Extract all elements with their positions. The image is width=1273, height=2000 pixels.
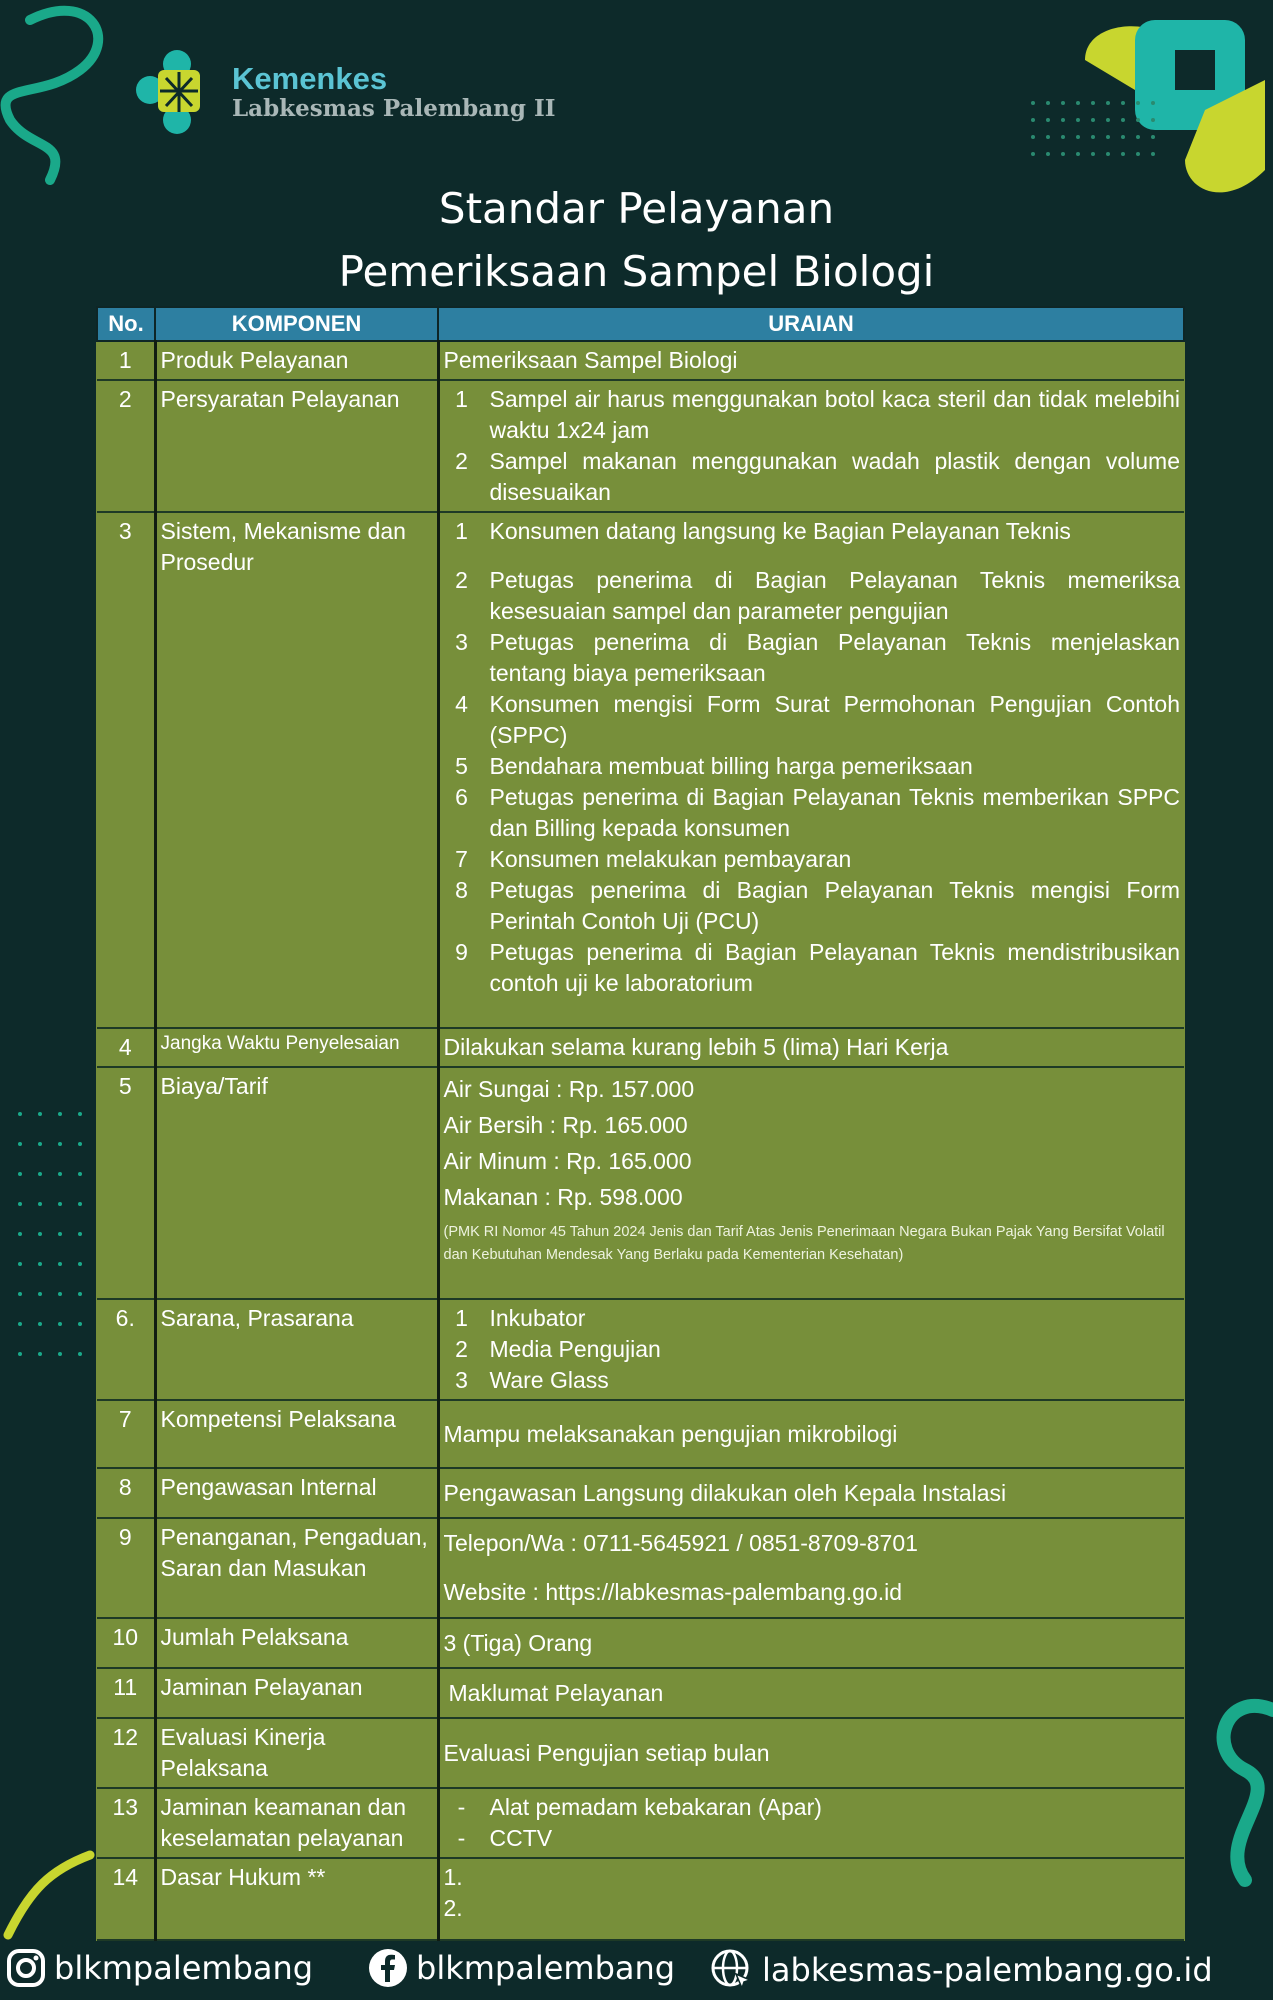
table-row (97, 1718, 1184, 1788)
row-komponen: Jaminan Pelayanan (155, 1668, 438, 1718)
website-url: labkesmas-palembang.go.id (762, 1951, 1213, 1989)
table-row (97, 1858, 1184, 1940)
row-number: 8 (97, 1468, 155, 1518)
row-uraian (438, 1788, 1184, 1858)
row-uraian: Pemeriksaan Sampel Biologi (438, 341, 1184, 380)
table-row (97, 1788, 1184, 1858)
facebook-link[interactable] (368, 1948, 675, 1988)
social-footer (0, 1948, 1273, 1992)
swirl-top-left (0, 0, 130, 200)
header-no: No. (97, 307, 155, 341)
list-item: 1 Inkubator (455, 1305, 586, 1331)
table-row (97, 380, 1184, 512)
table-row (97, 1028, 1184, 1067)
service-standard-table (96, 306, 1185, 1941)
row-uraian: 3 (Tiga) Orang (438, 1618, 1184, 1668)
row-komponen: Persyaratan Pelayanan (155, 380, 438, 512)
row-uraian (438, 512, 1184, 1028)
row-number: 9 (97, 1518, 155, 1618)
legal-basis-item: 1. (443, 1864, 463, 1890)
instagram-link[interactable] (6, 1948, 313, 1988)
contact-phone: Telepon/Wa : 0711-5645921 / 0851-8709-8701 (443, 1530, 918, 1556)
table-row (97, 341, 1184, 380)
dot-grid-left (16, 1110, 86, 1360)
row-komponen: Pengawasan Internal (155, 1468, 438, 1518)
instagram-icon (6, 1948, 46, 1988)
list-item: - Alat pemadam kebakaran (Apar) (457, 1794, 822, 1820)
list-item: 6 Petugas penerima di Bagian Pelayanan Teknis memberikan SPPC dan Billing kepada konsumen (455, 784, 1180, 841)
table-row (97, 1299, 1184, 1400)
fee-item: Air Minum : Rp. 165.000 (443, 1148, 692, 1174)
row-number: 10 (97, 1618, 155, 1668)
row-number: 13 (97, 1788, 155, 1858)
list-item: 3 Ware Glass (455, 1367, 609, 1393)
row-komponen: Evaluasi Kinerja Pelaksana (155, 1718, 438, 1788)
legal-basis-item: 2. (443, 1895, 463, 1921)
row-uraian (438, 380, 1184, 512)
row-uraian: Maklumat Pelayanan (438, 1668, 1184, 1718)
header-komponen: KOMPONEN (155, 307, 438, 341)
fee-item: Air Bersih : Rp. 165.000 (443, 1112, 688, 1138)
list-item: 8 Petugas penerima di Bagian Pelayanan Teknis mengisi Form Perintah Contoh Uji (PCU) (455, 877, 1180, 934)
list-item: 2 Sampel makanan menggunakan wadah plastik dengan volume disesuaikan (455, 448, 1180, 505)
row-uraian: Mampu melaksanakan pengujian mikrobilogi (438, 1400, 1184, 1468)
row-komponen: Biaya/Tarif (155, 1067, 438, 1299)
row-uraian (438, 1299, 1184, 1400)
table-row (97, 1518, 1184, 1618)
row-komponen: Produk Pelayanan (155, 341, 438, 380)
table-header-row (97, 307, 1184, 341)
row-number: 4 (97, 1028, 155, 1067)
brand-unit: Labkesmas Palembang II (232, 95, 556, 122)
facebook-handle: blkmpalembang (416, 1949, 676, 1987)
row-komponen: Jumlah Pelaksana (155, 1618, 438, 1668)
row-uraian: Pengawasan Langsung dilakukan oleh Kepala Instalasi (438, 1468, 1184, 1518)
row-number: 3 (97, 512, 155, 1028)
globe-icon (710, 1948, 754, 1992)
row-number: 5 (97, 1067, 155, 1299)
row-uraian (438, 1518, 1184, 1618)
list-item: 1 Sampel air harus menggunakan botol kaca steril dan tidak melebihi waktu 1x24 jam (455, 386, 1180, 443)
fee-item: Makanan : Rp. 598.000 (443, 1184, 683, 1210)
fee-legal-note: (PMK RI Nomor 45 Tahun 2024 Jenis dan Tarif Atas Jenis Penerimaan Negara Bukan Pajak Yang Bersifat Volatil dan Kebutuhan Mendesak Yang Berlaku pada Kementerian Kesehatan) (443, 1224, 1165, 1263)
row-komponen: Penanganan, Pengaduan, Saran dan Masukan (155, 1518, 438, 1618)
table-row (97, 512, 1184, 1028)
kemenkes-logo-icon (136, 50, 218, 134)
page-title-line2: Pemeriksaan Sampel Biologi (338, 247, 935, 296)
list-item: - CCTV (457, 1825, 553, 1851)
brand-header (136, 50, 555, 134)
list-item: 4 Konsumen mengisi Form Surat Permohonan Pengujian Contoh (SPPC) (455, 691, 1180, 748)
fee-item: Air Sungai : Rp. 157.000 (443, 1076, 695, 1102)
row-number: 1 (97, 341, 155, 380)
list-item: 2 Petugas penerima di Bagian Pelayanan Teknis memeriksa kesesuaian sampel dan parameter pengujian (455, 567, 1180, 624)
list-item: 5 Bendahara membuat billing harga pemeriksaan (455, 753, 973, 779)
table-row (97, 1468, 1184, 1518)
contact-website: Website : https://labkesmas-palembang.go.id (443, 1579, 903, 1605)
row-komponen: Sarana, Prasarana (155, 1299, 438, 1400)
row-uraian: Evaluasi Pengujian setiap bulan (438, 1718, 1184, 1788)
list-item: 2 Media Pengujian (455, 1336, 661, 1362)
brand-name: Kemenkes (232, 61, 388, 96)
row-komponen: Jaminan keamanan dan keselamatan pelayanan (155, 1788, 438, 1858)
row-number: 12 (97, 1718, 155, 1788)
row-uraian (438, 1858, 1184, 1940)
row-number: 7 (97, 1400, 155, 1468)
header-uraian: URAIAN (438, 307, 1184, 341)
row-komponen: Kompetensi Pelaksana (155, 1400, 438, 1468)
dot-grid-top (1030, 100, 1190, 170)
row-komponen: Sistem, Mekanisme dan Prosedur (155, 512, 438, 1028)
list-item: 9 Petugas penerima di Bagian Pelayanan Teknis mendistribusikan contoh uji ke laboratorium (455, 939, 1180, 996)
row-number: 14 (97, 1858, 155, 1940)
row-komponen: Jangka Waktu Penyelesaian (155, 1028, 438, 1067)
row-number: 11 (97, 1668, 155, 1718)
row-number: 6. (97, 1299, 155, 1400)
row-number: 2 (97, 380, 155, 512)
list-item: 7 Konsumen melakukan pembayaran (455, 846, 852, 872)
swirl-bottom-right (1185, 1690, 1273, 1890)
instagram-handle: blkmpalembang (54, 1949, 314, 1987)
row-uraian (438, 1067, 1184, 1299)
facebook-icon (368, 1948, 408, 1988)
stroke-bottom-left (0, 1850, 100, 1940)
table-row (97, 1668, 1184, 1718)
list-item: 1 Konsumen datang langsung ke Bagian Pelayanan Teknis (455, 518, 1071, 544)
page-title-line1: Standar Pelayanan (438, 184, 835, 233)
list-item: 3 Petugas penerima di Bagian Pelayanan Teknis menjelaskan tentang biaya pemeriksaan (455, 629, 1180, 686)
row-komponen: Dasar Hukum ** (155, 1858, 438, 1940)
website-link[interactable] (710, 1948, 1213, 1992)
table-row (97, 1400, 1184, 1468)
table-row (97, 1067, 1184, 1299)
table-row (97, 1618, 1184, 1668)
row-uraian: Dilakukan selama kurang lebih 5 (lima) Hari Kerja (438, 1028, 1184, 1067)
